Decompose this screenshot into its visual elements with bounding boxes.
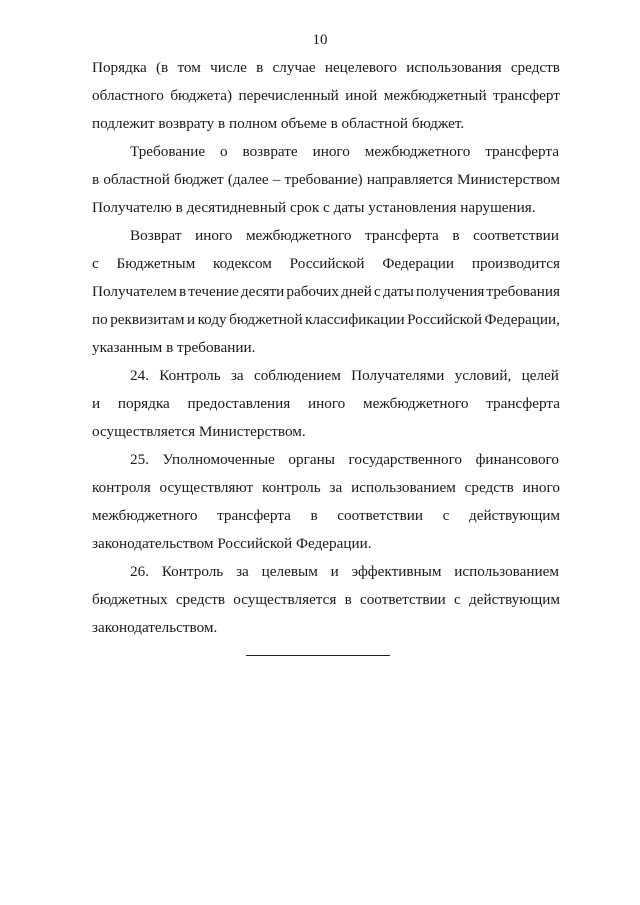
word: требование)	[284, 171, 363, 188]
word: числе	[210, 59, 247, 76]
word: областного	[92, 87, 164, 104]
word: средств	[464, 479, 514, 496]
word: возврате	[242, 143, 298, 160]
word: 24.	[130, 367, 149, 384]
text-line: законодательством Российской Федерации.	[92, 535, 372, 552]
word: Бюджетным	[116, 255, 196, 272]
word: направляется	[366, 171, 453, 188]
word: целевым	[261, 563, 318, 580]
word: органы	[288, 451, 335, 468]
word: бюджетной	[229, 311, 303, 328]
word: Контроль	[159, 367, 221, 384]
word: в	[310, 507, 318, 524]
word: Уполномоченные	[162, 451, 275, 468]
word: с	[442, 507, 450, 524]
word: использования	[406, 59, 502, 76]
word: трансферт	[493, 87, 560, 104]
word: соответствии	[337, 507, 424, 524]
text-line: осуществляется Министерством.	[92, 423, 306, 440]
text-line	[130, 226, 559, 246]
text-line	[92, 58, 560, 78]
word: трансферта	[365, 227, 439, 244]
word: финансового	[475, 451, 559, 468]
word: порядка	[117, 395, 170, 412]
word: (далее	[227, 171, 269, 188]
word: Получателями	[351, 367, 445, 384]
word: Возврат	[130, 227, 182, 244]
word: Федерации,	[484, 311, 560, 328]
word: Порядка	[92, 59, 147, 76]
word: с	[374, 283, 381, 300]
text-line	[92, 282, 560, 302]
word: межбюджетного	[364, 143, 471, 160]
word: предоставления	[187, 395, 291, 412]
word: иного	[522, 479, 560, 496]
text-line	[130, 450, 559, 470]
word: Министерством	[457, 171, 560, 188]
text-line	[130, 562, 559, 582]
word: соответствии	[359, 591, 446, 608]
word: использованием	[454, 563, 559, 580]
word: использованием	[351, 479, 456, 496]
page-number: 10	[312, 32, 328, 48]
word: средств	[175, 591, 226, 608]
word: кодексом	[212, 255, 272, 272]
word: нецелевого	[324, 59, 397, 76]
word: течение	[188, 283, 239, 300]
text-line	[92, 170, 560, 190]
word: иного	[312, 143, 350, 160]
word: и	[330, 563, 339, 580]
word: в	[179, 283, 187, 300]
text-line: законодательством.	[92, 619, 218, 636]
word: с	[92, 255, 99, 272]
word: Российской	[407, 311, 482, 328]
word: контроля	[92, 479, 151, 496]
text-line	[92, 86, 560, 106]
text-line	[92, 394, 560, 414]
word: Федерации	[382, 255, 455, 272]
word: и	[92, 395, 101, 412]
word: в	[92, 171, 100, 188]
word: классификации	[305, 311, 405, 328]
word: в	[256, 59, 264, 76]
word: дней	[341, 283, 372, 300]
word: перечисленный	[238, 87, 339, 104]
word: иного	[307, 395, 346, 412]
word: –	[272, 171, 281, 188]
text-line	[92, 590, 560, 610]
word: межбюджетного	[245, 227, 352, 244]
word: эффективным	[351, 563, 442, 580]
word: случае	[272, 59, 316, 76]
word: межбюджетного	[362, 395, 469, 412]
word: реквизитам	[110, 311, 185, 328]
word: о	[219, 143, 228, 160]
text-line: подлежит возврату в полном объеме в областной бюджет.	[92, 115, 465, 132]
word: за	[230, 367, 244, 384]
word: трансферта	[486, 395, 560, 412]
text-line: указанным в требовании.	[92, 339, 256, 356]
word: получения	[416, 283, 485, 300]
word: действующим	[468, 591, 560, 608]
word: Контроль	[161, 563, 224, 580]
word: иной	[345, 87, 378, 104]
word: Получателем	[92, 283, 177, 300]
word: областной	[103, 171, 170, 188]
text-line	[130, 142, 559, 162]
word: 26.	[130, 563, 149, 580]
word: действующим	[469, 507, 560, 524]
word: осуществляется	[233, 591, 337, 608]
word: в	[344, 591, 352, 608]
word: средств	[510, 59, 560, 76]
word: государственного	[348, 451, 463, 468]
text-line	[92, 506, 560, 526]
word: коду	[197, 311, 227, 328]
text-line	[92, 478, 560, 498]
word: 25.	[130, 451, 149, 468]
word: за	[329, 479, 343, 496]
word: с	[454, 591, 461, 608]
word: производится	[471, 255, 560, 272]
text-line	[92, 254, 560, 274]
word: Требование	[130, 143, 206, 160]
word: трансферта	[217, 507, 291, 524]
word: требования	[486, 283, 560, 300]
word: даты	[382, 283, 414, 300]
word: условий,	[454, 367, 512, 384]
text-line: Получателю в десятидневный срок с даты установления нарушения.	[92, 199, 536, 216]
word: бюджет	[173, 171, 224, 188]
word: за	[236, 563, 249, 580]
word: межбюджетный	[383, 87, 487, 104]
word: Российской	[289, 255, 365, 272]
word: и	[186, 311, 196, 328]
text-line	[92, 310, 560, 330]
word: рабочих	[286, 283, 339, 300]
word: в	[452, 227, 460, 244]
word: том	[177, 59, 201, 76]
word: по	[92, 311, 108, 328]
word: соблюдением	[253, 367, 341, 384]
word: целей	[521, 367, 559, 384]
word: трансферта	[485, 143, 559, 160]
word: бюджетных	[92, 591, 168, 608]
word: соответствии	[473, 227, 559, 244]
word: бюджета)	[170, 87, 233, 104]
word: контроль	[262, 479, 321, 496]
word: осуществляют	[159, 479, 254, 496]
text-line	[130, 366, 559, 386]
word: иного	[195, 227, 233, 244]
word: (в	[156, 59, 169, 76]
word: десяти	[240, 283, 285, 300]
end-separator-line	[246, 655, 390, 656]
word: межбюджетного	[92, 507, 198, 524]
